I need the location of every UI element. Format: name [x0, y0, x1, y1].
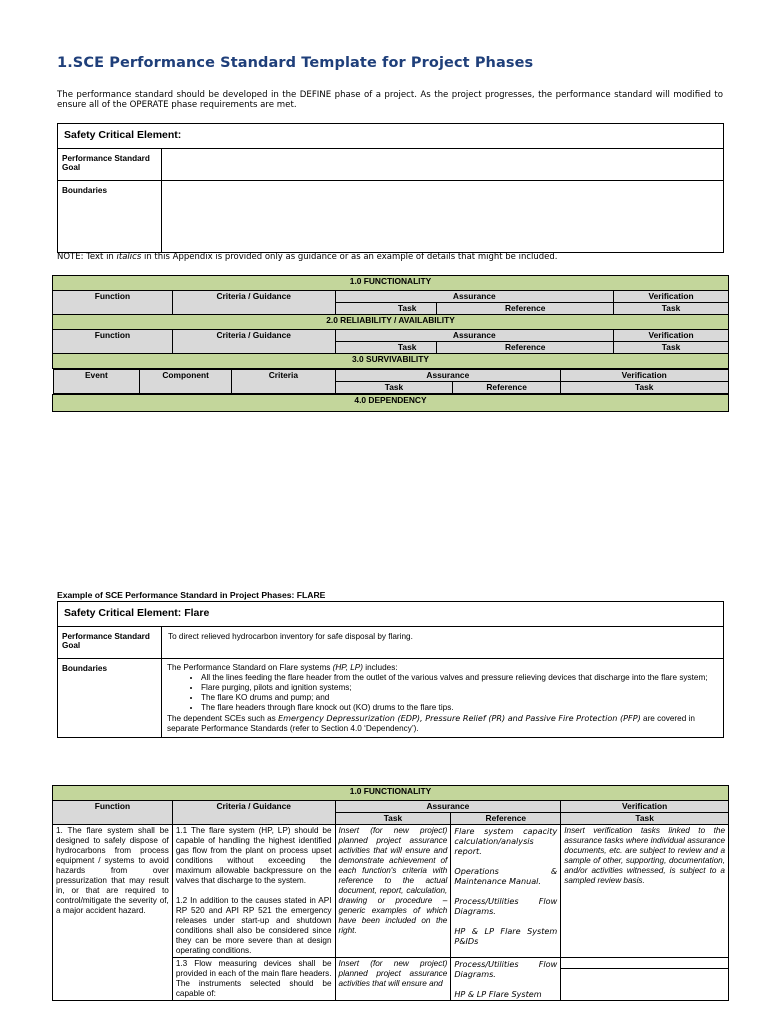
col-function: Function: [53, 330, 173, 354]
flare-element-table: [57, 601, 724, 738]
flare-functionality-table: [52, 785, 729, 1001]
note: NOTE: Text in italics in this Appendix is provided only as guidance or as an example of details that might be included.: [57, 252, 558, 262]
col-assurance: Assurance: [335, 291, 614, 303]
col-function: Function: [53, 291, 173, 315]
template-functionality-table: [52, 275, 729, 412]
boundaries-value[interactable]: [162, 181, 724, 253]
list-item: • Flare purging, pilots and ignition systems;: [201, 683, 718, 693]
row2-criteria: 1.3 Flow measuring devices shall be provided in each of the main flare headers. The instruments selected should be capable of:: [172, 958, 335, 1001]
flare-sce-title: Safety Critical Element: Flare: [58, 602, 724, 627]
col-assurance: Assurance: [335, 370, 560, 382]
flare-boundaries-value: The Performance Standard on Flare systems (HP, LP) includes: • All the lines feeding the flare header from the outlet of the various valves and pressure relieving devices that discharge into the flare system; • Flare purging, pilots and ignition systems; • The flare KO drums and pump; and • The flare headers through flare knock out (KO) drums to the flare tips. The dependent SCEs such as Emergency Depressurization (EDP), Pressure Relief (PR) and Passive Fire Protection (PFP) are covered in separate Performance Standards (refer to Section 4.0 ‘Dependency’).: [162, 659, 724, 738]
table-row: [53, 825, 729, 958]
flare-goal-value: To direct relieved hydrocarbon inventory for safe disposal by flaring.: [162, 627, 724, 659]
flare-goal-label: Performance Standard Goal: [58, 627, 162, 659]
col-reference: Reference: [453, 382, 561, 394]
row2-reference: Process/Utilities Flow Diagrams. HP & LP Flare System: [451, 958, 561, 1001]
flare-section-functionality: 1.0 FUNCTIONALITY: [53, 786, 729, 801]
row1-criteria: 1.1 The flare system (HP, LP) should be capable of handling the highest identified gas flow from the plant on process upset conditions without exceeding the maximum allowable backpressure on the valves that discharge to the system. 1.2 In addition to the causes stated in API RP 520 and API RP 521 the emergency releases under start-up and shutdown conditions shall also be considered since they can be more severe than at design operating conditions.: [172, 825, 335, 958]
row1-task: Insert (for new project) planned project assurance activities that will ensure and demonstrate achievement of each function's criteria with reference to the actual document, report, calculation, drawing or procedure – generic examples of which have been included on the right.: [335, 825, 451, 958]
boundaries-list: [167, 673, 718, 713]
section-survivability: 3.0 SURVIVABILITY: [53, 354, 729, 369]
col-reference: Reference: [451, 813, 561, 825]
col-reference: Reference: [437, 342, 614, 354]
col-verification: Verification: [560, 370, 728, 382]
col-task: Task: [335, 813, 451, 825]
col-criteria: Criteria / Guidance: [172, 801, 335, 825]
col-task: Task: [335, 382, 453, 394]
flare-boundaries-label: Boundaries: [58, 659, 162, 738]
section-dependency: 4.0 DEPENDENCY: [53, 395, 729, 412]
col-function: Function: [53, 801, 173, 825]
section-functionality: 1.0 FUNCTIONALITY: [53, 276, 729, 291]
example-caption: Example of SCE Performance Standard in Project Phases: FLARE: [57, 590, 326, 600]
section-reliability: 2.0 RELIABILITY / AVAILABILITY: [53, 315, 729, 330]
list-item: • The flare headers through flare knock out (KO) drums to the flare tips.: [201, 703, 718, 713]
list-item: • All the lines feeding the flare header from the outlet of the various valves and pressure relieving devices that discharge into the flare system;: [201, 673, 718, 683]
col-verification: Verification: [561, 801, 729, 813]
col-assurance: Assurance: [335, 330, 614, 342]
col-criteria-short: Criteria: [232, 370, 336, 394]
col-reference: Reference: [437, 303, 614, 315]
col-verification-task: Task: [560, 382, 728, 394]
row1-reference: Flare system capacity calculation/analysis report. Operations & Maintenance Manual. Process/Utilities Flow Diagrams. HP & LP Flare System P&IDs: [451, 825, 561, 958]
boundaries-label: Boundaries: [58, 181, 162, 253]
goal-label: Performance Standard Goal: [58, 149, 162, 181]
col-component: Component: [140, 370, 232, 394]
col-verification: Verification: [614, 330, 729, 342]
list-item: • The flare KO drums and pump; and: [201, 693, 718, 703]
row1-function: 1. The flare system shall be designed to safely dispose of hydrocarbons from process equipment / systems to avoid hazards from over pressurization that may result in, or that are required to control/mitigate the severity of, a major accident hazard.: [53, 825, 173, 1001]
col-event: Event: [53, 370, 140, 394]
col-criteria: Criteria / Guidance: [172, 330, 335, 354]
col-verification-task: Task: [614, 303, 729, 315]
row2-task: Insert (for new project) planned project assurance activities that will ensure and: [335, 958, 451, 1001]
row1-verification: Insert verification tasks linked to the assurance tasks where individual assurance documents, etc. are subject to review and a sample of other, supporting, documentation, and/or activities witnessed, is subject to a sampled review basis.: [561, 825, 729, 958]
col-criteria: Criteria / Guidance: [172, 291, 335, 315]
col-verification: Verification: [614, 291, 729, 303]
sce-template-table: [57, 123, 724, 253]
col-task: Task: [335, 303, 437, 315]
col-assurance: Assurance: [335, 801, 561, 813]
intro-paragraph: The performance standard should be developed in the DEFINE phase of a project. As the project progresses, the performance standard will modified to ensure all of the OPERATE phase requirements are met.: [57, 90, 723, 110]
col-task: Task: [335, 342, 437, 354]
page-title: 1.SCE Performance Standard Template for Project Phases: [57, 55, 534, 71]
col-verification-task: Task: [561, 813, 729, 825]
row2-verification: [561, 958, 729, 1001]
col-verification-task: Task: [614, 342, 729, 354]
goal-value[interactable]: [162, 149, 724, 181]
sce-title: Safety Critical Element:: [58, 124, 724, 149]
